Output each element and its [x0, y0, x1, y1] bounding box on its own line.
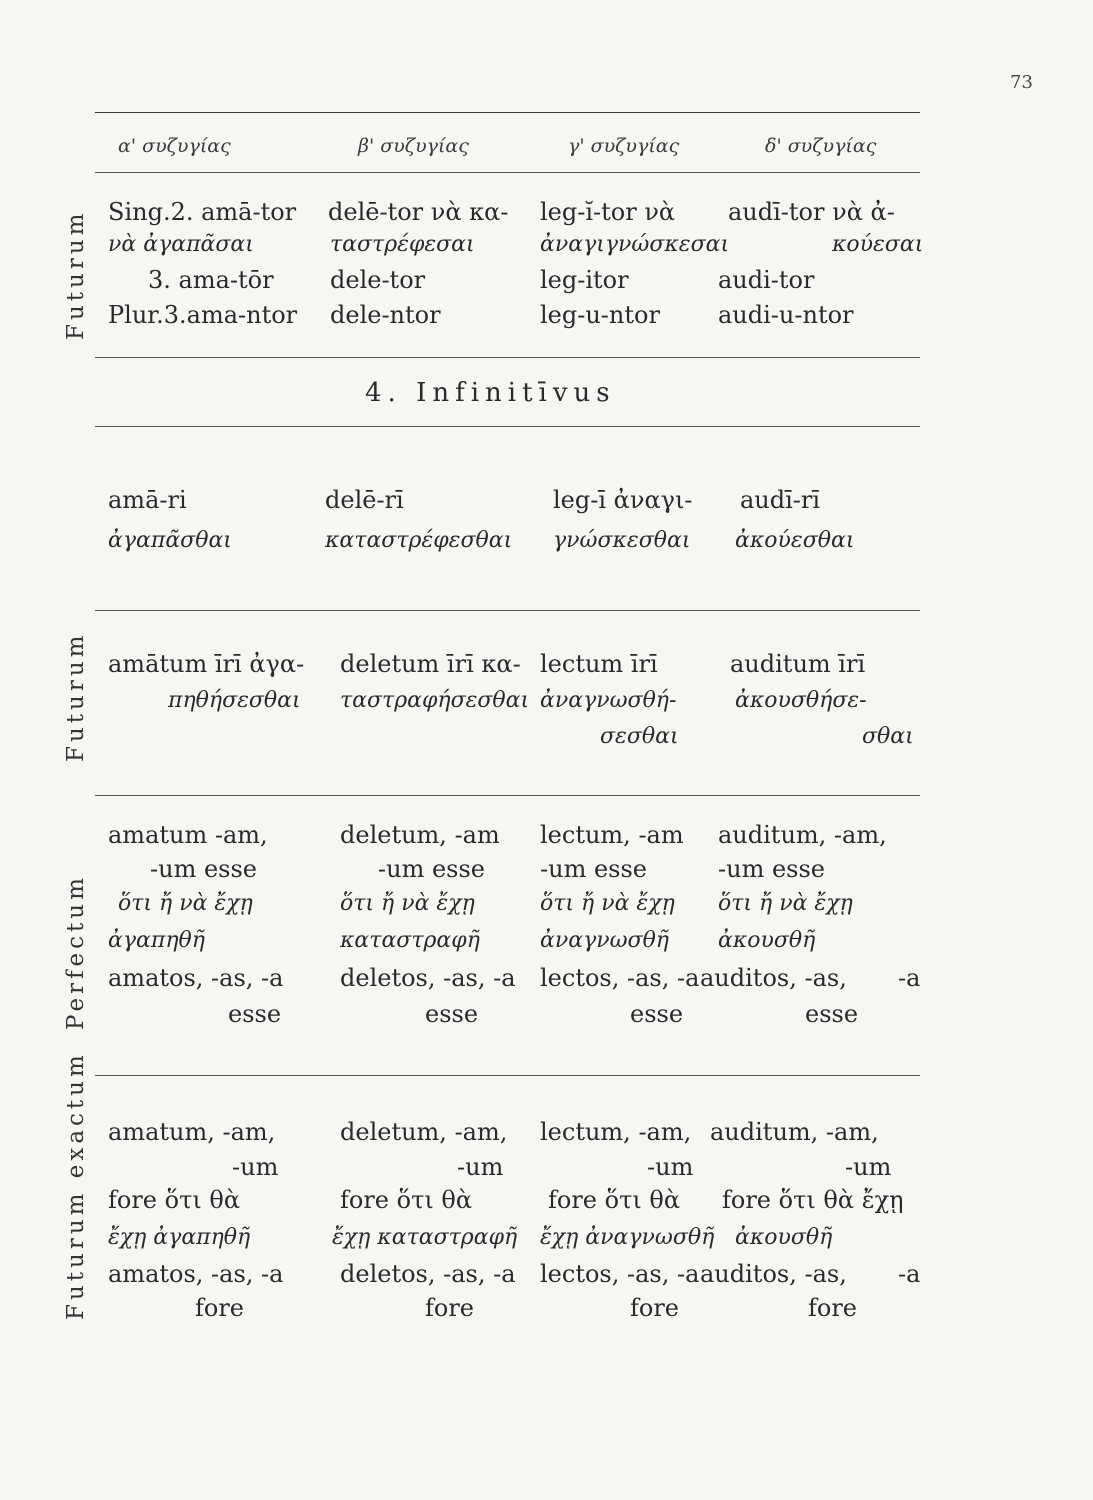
- perf-r6-c1: esse: [228, 1000, 282, 1028]
- fut-r3-c1: 3. ama-tōr: [148, 266, 274, 294]
- perf-r5-c1: amatos, -as, -a: [108, 964, 284, 992]
- fex-r5-c1: amatos, -as, -a: [108, 1260, 284, 1288]
- futinf-r3-c3: σεσθαι: [600, 724, 679, 749]
- fex-r5-c3: lectos, -as, -a: [540, 1260, 700, 1288]
- perf-r4-c3: ἀναγνωσθῆ: [540, 928, 669, 953]
- fex-r1-c4: auditum, -am,: [710, 1118, 879, 1146]
- fex-r2-c3: -um: [647, 1153, 694, 1181]
- header-col4: δ' συζυγίας: [765, 135, 877, 157]
- fex-r6-c4: fore: [808, 1294, 858, 1322]
- fut-r1-c1: Sing.2. amā-tor: [108, 198, 297, 226]
- perf-r6-c2: esse: [425, 1000, 479, 1028]
- fut-r4-c1: Plur.3.ama-ntor: [108, 301, 298, 329]
- futinf-r1-c2: deletum īrī κα-: [340, 650, 521, 678]
- perf-r1-c1: amatum -am,: [108, 821, 268, 849]
- perf-r6-c3: esse: [630, 1000, 684, 1028]
- section-title: 4. Infinitīvus: [365, 378, 616, 408]
- perf-r2-c3: -um esse: [540, 855, 647, 883]
- perf-r1-c4: auditum, -am,: [718, 821, 887, 849]
- header-rule: [95, 172, 920, 173]
- fut-r1-c4: audī-tor νὰ ἀ-: [728, 198, 895, 226]
- inf-r2-c1: ἀγαπᾶσθαι: [108, 528, 232, 553]
- futinf-r2-c4: ἀκουσθήσε-: [735, 688, 867, 713]
- page-number: 73: [1010, 72, 1033, 93]
- fut-r1-c2: delē-tor νὰ κα-: [328, 198, 509, 226]
- side-label-futurum: Futurum: [63, 209, 89, 340]
- inf-r1-c2: delē-rī: [325, 486, 404, 514]
- fex-r6-c1: fore: [195, 1294, 245, 1322]
- perf-r4-c1: ἀγαπηθῆ: [108, 928, 205, 953]
- futinf-r2-c1: πηθήσεσθαι: [168, 688, 301, 713]
- futurum-inf-rule: [95, 795, 920, 796]
- perf-r2-c1: -um esse: [150, 855, 257, 883]
- fex-r3-c4: fore ὅτι θὰ ἔχῃ: [722, 1186, 904, 1214]
- inf-r1-c4: audī-rī: [740, 486, 821, 514]
- futinf-r2-c3: ἀναγνωσθή-: [540, 688, 677, 713]
- fut-r2-c3: ἀναγιγνώσκεσαι: [540, 232, 730, 257]
- header-col2: β' συζυγίας: [358, 135, 469, 157]
- perf-r3-c4: ὅτι ἤ νὰ ἔχῃ: [718, 891, 853, 916]
- fex-r4-c3: ἔχῃ ἀναγνωσθῆ: [540, 1225, 715, 1250]
- perf-r5-c4: auditos, -as,: [700, 964, 847, 992]
- perf-r5-c5: -a: [898, 964, 921, 992]
- side-label-futurum-exactum: Futurum exactum: [63, 1051, 89, 1320]
- perf-r3-c3: ὅτι ἤ νὰ ἔχῃ: [540, 891, 675, 916]
- futinf-r1-c1: amātum īrī ἀγα-: [108, 650, 305, 678]
- fex-r4-c2: ἔχῃ καταστραφῆ: [332, 1225, 518, 1250]
- fut-r3-c4: audi-tor: [718, 266, 815, 294]
- perfectum-rule: [95, 1075, 920, 1076]
- inf-r1-c1: amā-ri: [108, 486, 187, 514]
- fut-r4-c2: dele-ntor: [330, 301, 441, 329]
- perf-r2-c4: -um esse: [718, 855, 825, 883]
- fut-r2-c2: ταστρέφεσαι: [330, 232, 475, 257]
- fex-r5-c2: deletos, -as, -a: [340, 1260, 516, 1288]
- fex-r2-c1: -um: [232, 1153, 279, 1181]
- perf-r5-c2: deletos, -as, -a: [340, 964, 516, 992]
- top-rule: [95, 112, 920, 113]
- fut-r3-c2: dele-tor: [330, 266, 426, 294]
- fex-r1-c3: lectum, -am,: [540, 1118, 692, 1146]
- fex-r1-c2: deletum, -am,: [340, 1118, 508, 1146]
- header-col1: α' συζυγίας: [118, 135, 231, 157]
- fut-r4-c3: leg-u-ntor: [540, 301, 660, 329]
- inf-r2-c3: γνώσκεσθαι: [553, 528, 691, 553]
- fex-r4-c4: ἀκουσθῆ: [735, 1225, 833, 1250]
- fex-r3-c3: fore ὅτι θὰ: [548, 1186, 681, 1214]
- futinf-r2-c2: ταστραφήσεσθαι: [340, 688, 530, 713]
- futurum-rule: [95, 357, 920, 358]
- fut-r1-c3: leg-ĭ-tor νὰ: [540, 198, 676, 226]
- perf-r4-c4: ἀκουσθῆ: [718, 928, 816, 953]
- fut-r4-c4: audi-u-ntor: [718, 301, 854, 329]
- futinf-r1-c4: auditum īrī: [730, 650, 866, 678]
- perf-r2-c2: -um esse: [378, 855, 485, 883]
- fex-r5-c5: -a: [898, 1260, 921, 1288]
- fex-r2-c2: -um: [457, 1153, 504, 1181]
- fex-r6-c2: fore: [425, 1294, 475, 1322]
- fex-r1-c1: amatum, -am,: [108, 1118, 276, 1146]
- title-rule: [95, 426, 920, 427]
- fex-r3-c2: fore ὅτι θὰ: [340, 1186, 473, 1214]
- header-col3: γ' συζυγίας: [568, 135, 680, 157]
- fut-r2-c1: νὰ ἀγαπᾶσαι: [108, 232, 254, 257]
- perf-r5-c3: lectos, -as, -a: [540, 964, 700, 992]
- fut-r3-c3: leg-itor: [540, 266, 629, 294]
- inf-r2-c2: καταστρέφεσθαι: [325, 528, 513, 553]
- side-label-perfectum: Perfectum: [63, 874, 89, 1030]
- perf-r3-c2: ὅτι ἤ νὰ ἔχῃ: [340, 891, 475, 916]
- perf-r6-c4: esse: [805, 1000, 859, 1028]
- fex-r5-c4: auditos, -as,: [700, 1260, 847, 1288]
- perf-r3-c1: ὅτι ἤ νὰ ἔχῃ: [118, 891, 253, 916]
- perf-r4-c2: καταστραφῆ: [340, 928, 480, 953]
- fex-r3-c1: fore ὅτι θὰ: [108, 1186, 241, 1214]
- fex-r4-c1: ἔχῃ ἀγαπηθῆ: [108, 1225, 251, 1250]
- fut-r2-c4: κούεσαι: [832, 232, 924, 257]
- futinf-r3-c4: σθαι: [862, 724, 914, 749]
- fex-r2-c4: -um: [845, 1153, 892, 1181]
- fex-r6-c3: fore: [630, 1294, 680, 1322]
- perf-r1-c2: deletum, -am: [340, 821, 500, 849]
- side-label-futurum2: Futurum: [63, 631, 89, 762]
- inf-r2-c4: ἀκούεσθαι: [735, 528, 855, 553]
- infinitivus-rule: [95, 610, 920, 611]
- futinf-r1-c3: lectum īrī: [540, 650, 658, 678]
- inf-r1-c3: leg-ī ἀναγι-: [553, 486, 693, 514]
- perf-r1-c3: lectum, -am: [540, 821, 684, 849]
